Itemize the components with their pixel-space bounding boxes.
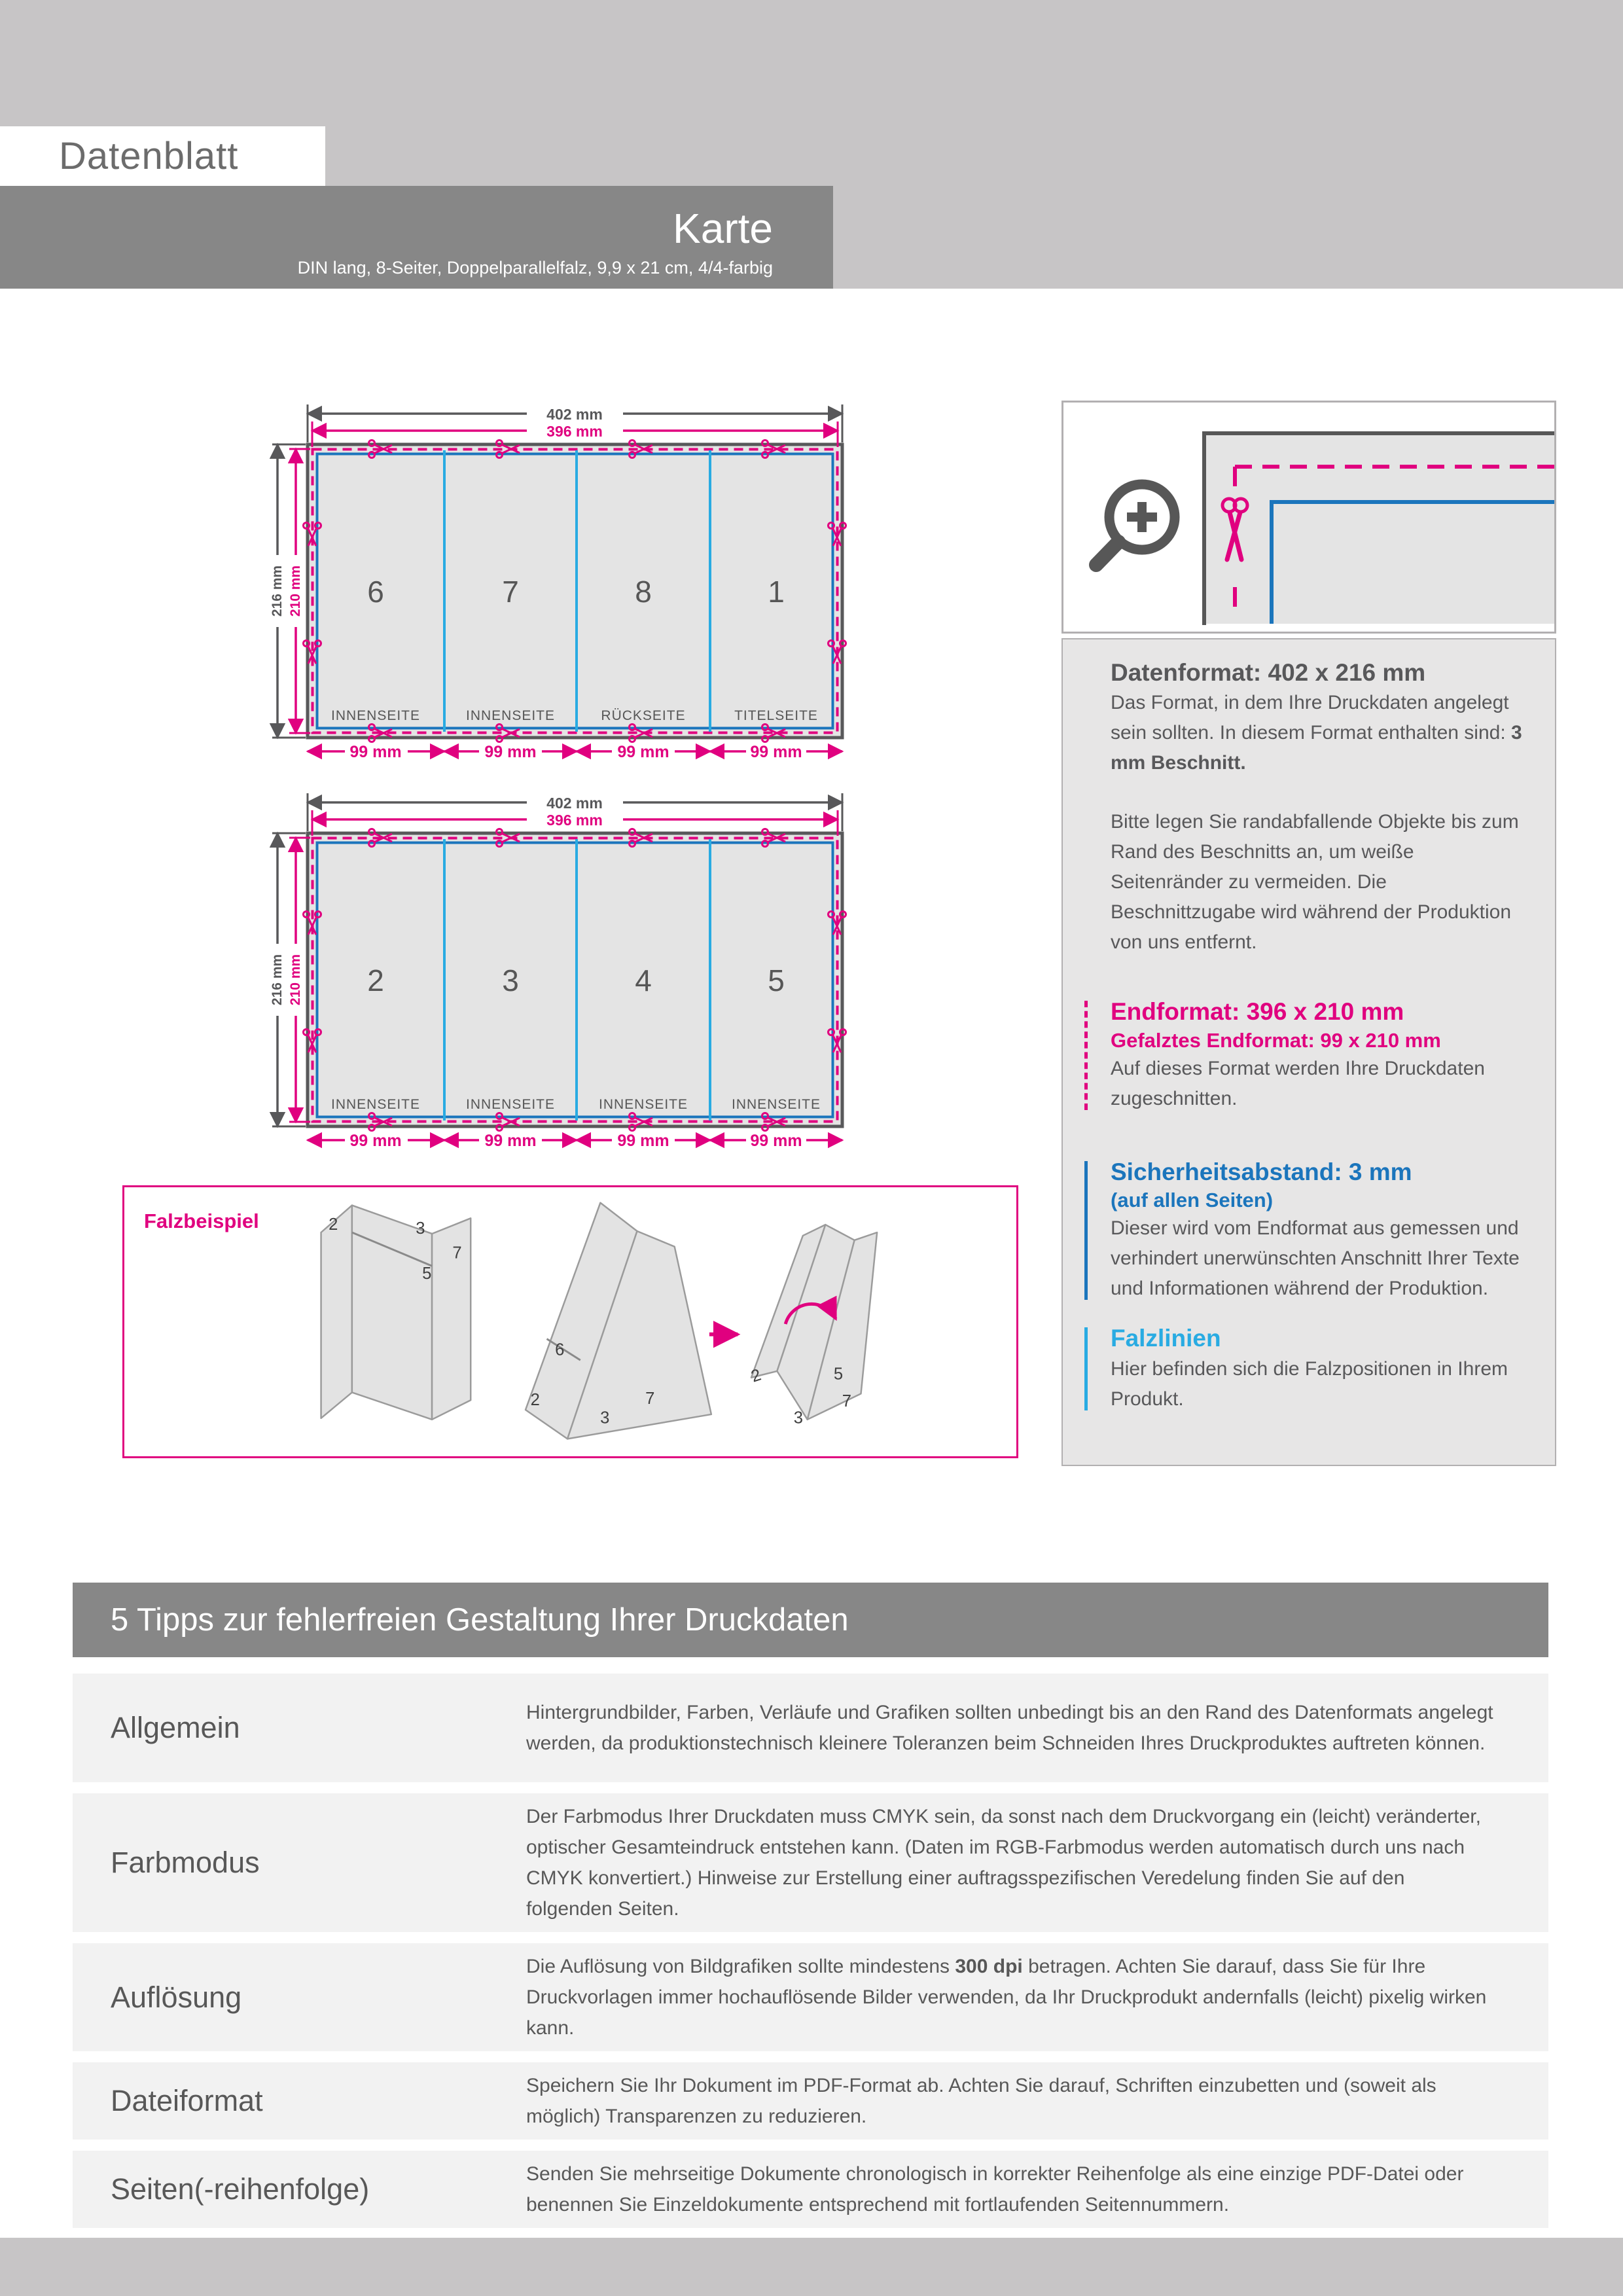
fold-step3-number: 5 bbox=[833, 1365, 844, 1384]
tip-row-dateiformat bbox=[73, 2062, 1548, 2140]
dim-total-height: 216 mm bbox=[270, 954, 285, 1006]
page-number: 1 bbox=[768, 575, 785, 609]
dim-total-height: 216 mm bbox=[270, 565, 285, 617]
datenformat-body: Das Format, in dem Ihre Druckdaten angelegt sein sollten. In diesem Format enthalten sind: bbox=[1111, 692, 1511, 744]
datenformat-body-bold: 3 mm Beschnitt. bbox=[1111, 722, 1522, 774]
panel-type-label: INNENSEITE bbox=[598, 1097, 688, 1112]
endformat-rule bbox=[1084, 1001, 1088, 1110]
tip-row-aufloesung bbox=[73, 1943, 1548, 2051]
tip-label: Farbmodus bbox=[111, 1846, 260, 1879]
corner-page-fill bbox=[1206, 435, 1554, 624]
datenblatt-label-box bbox=[0, 126, 325, 186]
sicherheitsabstand-heading: Sicherheitsabstand: 3 mm bbox=[1111, 1158, 1412, 1185]
tip-text: Die Auflösung von Bildgrafiken sollte mindestens 300 dpi betragen. Achten Sie darauf, dass Sie für Ihre Druckvorlagen immer hochauflösende Bilder verwenden, da Ihr Druckprodukt andernfalls (leicht) pixelig wirken kann. bbox=[526, 1956, 1487, 2039]
panel-type-label: INNENSEITE bbox=[330, 1097, 421, 1112]
fold-step2-number: 6 bbox=[555, 1340, 565, 1359]
fold-step3-number: 3 bbox=[793, 1408, 804, 1427]
fold-step1-number: 2 bbox=[329, 1215, 338, 1234]
sicherheitsabstand-body: Dieser wird vom Endformat aus gemessen und verhindert unerwünschten Anschnitt Ihrer Texte und Informationen während der Produktion. bbox=[1111, 1217, 1520, 1300]
section-endformat bbox=[1111, 997, 1531, 1114]
dim-trim-width: 396 mm bbox=[546, 812, 603, 829]
tips-title: 5 Tipps zur fehlerfreien Gestaltung Ihrer Druckdaten bbox=[111, 1602, 849, 1638]
panel-type-label: INNENSEITE bbox=[731, 1097, 821, 1112]
section-falzlinien bbox=[1111, 1323, 1531, 1414]
fold-example-title: Falzbeispiel bbox=[144, 1210, 259, 1232]
datenformat-body2: Bitte legen Sie randabfallende Objekte bis zum Rand des Beschnitts an, um weiße Seitenränder zu vermeiden. Die Beschnittzugabe wird während der Produktion von uns entfernt. bbox=[1111, 811, 1519, 954]
fold-step1-number: 7 bbox=[452, 1244, 462, 1263]
falzlinien-rule bbox=[1084, 1327, 1088, 1410]
format-diagram-inner-sheet bbox=[249, 781, 877, 1168]
endformat-body: Auf dieses Format werden Ihre Druckdaten zugeschnitten. bbox=[1111, 1057, 1485, 1109]
fold-step2-number: 3 bbox=[600, 1408, 610, 1427]
product-title: Karte bbox=[673, 204, 773, 252]
dim-panel-width: 99 mm bbox=[349, 743, 402, 761]
page-number: 3 bbox=[502, 963, 519, 997]
fold-example-box bbox=[122, 1185, 1018, 1458]
datenblatt-label: Datenblatt bbox=[59, 135, 239, 177]
dim-panel-width: 99 mm bbox=[617, 743, 669, 761]
tip-label: Seiten(-reihenfolge) bbox=[111, 2172, 370, 2206]
dim-total-width: 402 mm bbox=[546, 795, 603, 812]
tip-label: Dateiformat bbox=[111, 2084, 263, 2117]
dim-trim-height: 210 mm bbox=[288, 565, 303, 617]
page-number: 8 bbox=[635, 575, 652, 609]
page-number: 5 bbox=[768, 963, 785, 997]
sicherheitsabstand-rule bbox=[1084, 1161, 1088, 1300]
tip-label: Auflösung bbox=[111, 1980, 242, 2014]
falzlinien-body: Hier befinden sich die Falzpositionen in Ihrem Produkt. bbox=[1111, 1357, 1508, 1410]
tip-row-seitenreihenfolge bbox=[73, 2151, 1548, 2228]
panel-type-label: INNENSEITE bbox=[465, 708, 556, 723]
bleed-detail-illustration bbox=[1063, 403, 1554, 632]
format-diagram-outer-sheet bbox=[249, 393, 877, 779]
corner-page-top-border bbox=[1202, 431, 1554, 435]
fold-example-illustration bbox=[124, 1187, 1016, 1456]
dim-panel-width: 99 mm bbox=[349, 1132, 402, 1150]
bleed-detail-box bbox=[1061, 401, 1556, 634]
dim-total-width: 402 mm bbox=[546, 406, 603, 423]
magnifier-zoom-icon bbox=[1096, 484, 1175, 565]
page-number: 4 bbox=[635, 963, 652, 997]
panel-type-label: INNENSEITE bbox=[330, 708, 421, 723]
panel-type-label: TITELSEITE bbox=[734, 708, 818, 723]
page-number: 7 bbox=[502, 575, 519, 609]
tip-label: Allgemein bbox=[111, 1711, 240, 1744]
datenformat-rect bbox=[308, 833, 842, 1126]
product-title-bar bbox=[0, 186, 833, 289]
endformat-subheading: Gefalztes Endformat: 99 x 210 mm bbox=[1111, 1028, 1441, 1052]
tip-row-farbmodus bbox=[73, 1793, 1548, 1932]
tip-text: Hintergrundbilder, Farben, Verläufe und Grafiken sollten unbedingt bis an den Rand des Datenformats angelegt werden, da produktionstechnisch kleinere Toleranzen beim Schneiden Ihres Druckproduktes auftreten können. bbox=[526, 1702, 1493, 1754]
dim-panel-width: 99 mm bbox=[617, 1132, 669, 1150]
panel-type-label: INNENSEITE bbox=[465, 1097, 556, 1112]
tip-text: Senden Sie mehrseitige Dokumente chronologisch in korrekter Reihenfolge als eine einzige PDF-Datei oder benennen Sie Einzeldokumente entsprechend mit fortlaufenden Seitennummern. bbox=[526, 2163, 1464, 2215]
fold-step2-number: 2 bbox=[530, 1391, 540, 1410]
tips-title-bar bbox=[73, 1583, 1548, 1657]
format-info-box bbox=[1061, 638, 1556, 1466]
falzlinien-heading: Falzlinien bbox=[1111, 1325, 1221, 1352]
section-sicherheitsabstand bbox=[1111, 1157, 1531, 1304]
corner-page-left-border bbox=[1202, 431, 1206, 625]
product-subtitle: DIN lang, 8-Seiter, Doppelparallelfalz, 9,9 x 21 cm, 4/4-farbig bbox=[297, 258, 773, 278]
datenformat-heading: Datenformat: 402 x 216 mm bbox=[1111, 659, 1426, 686]
tip-text: Speichern Sie Ihr Dokument im PDF-Format ab. Achten Sie darauf, Schriften einzubetten und (soweit als möglich) Transparenzen zu reduzieren. bbox=[526, 2075, 1436, 2127]
section-datenformat bbox=[1111, 658, 1531, 958]
fold-step1-number: 3 bbox=[416, 1219, 425, 1238]
fold-step1-number: 5 bbox=[422, 1264, 432, 1283]
dim-panel-width: 99 mm bbox=[750, 743, 802, 761]
fold-step3-number: 7 bbox=[842, 1392, 851, 1411]
tips-rows bbox=[73, 1674, 1548, 2239]
dim-panel-width: 99 mm bbox=[484, 1132, 537, 1150]
page-number: 6 bbox=[367, 575, 384, 609]
fold-step3-number: 2 bbox=[749, 1365, 764, 1386]
fold-step2-number: 7 bbox=[645, 1390, 655, 1408]
sicherheitsabstand-subheading: (auf allen Seiten) bbox=[1111, 1189, 1274, 1212]
datenformat-rect bbox=[308, 444, 842, 738]
endformat-heading: Endformat: 396 x 210 mm bbox=[1111, 998, 1404, 1026]
dim-panel-width: 99 mm bbox=[750, 1132, 802, 1150]
dim-trim-width: 396 mm bbox=[546, 423, 603, 440]
tip-text: Der Farbmodus Ihrer Druckdaten muss CMYK sein, da sonst nach dem Druckvorgang ein (leicht) veränderter, optischer Gesamteindruck entstehen kann. (Daten im RGB-Farbmodus werden automatisch durch uns nach CMYK konvertiert.) Hinweise zur Erstellung einer auftragsspezifischen Veredelung finden Sie auf den folgenden Seiten. bbox=[526, 1806, 1481, 1920]
panel-type-label: RÜCKSEITE bbox=[601, 708, 686, 723]
dim-panel-width: 99 mm bbox=[484, 743, 537, 761]
tip-row-allgemein bbox=[73, 1674, 1548, 1782]
footer-band bbox=[0, 2238, 1623, 2296]
dim-trim-height: 210 mm bbox=[288, 954, 303, 1006]
page-number: 2 bbox=[367, 963, 384, 997]
